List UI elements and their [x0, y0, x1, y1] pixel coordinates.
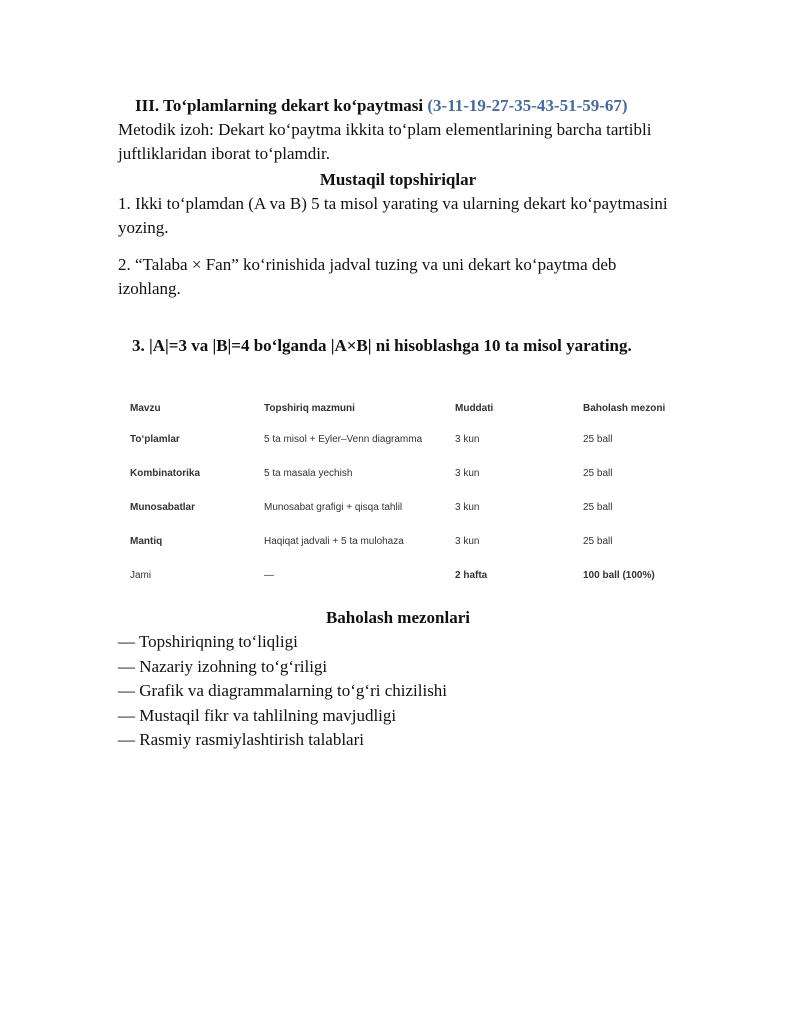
table-cell: 3 kun: [455, 433, 480, 445]
table-row: [130, 524, 690, 558]
list-item: — Topshiriqning to‘liqligi: [118, 632, 298, 651]
table-cell: 25 ball: [583, 433, 613, 445]
table-cell: —: [264, 569, 274, 581]
table-cell: Munosabat grafigi + qisqa tahlil: [264, 501, 403, 513]
table-cell: 2 hafta: [455, 569, 488, 581]
table-header-cell: Mavzu: [130, 402, 161, 414]
section-heading: [135, 94, 678, 118]
table-row: [130, 422, 690, 456]
table-cell: Mantiq: [130, 535, 163, 547]
table-cell: 5 ta masala yechish: [264, 467, 353, 479]
list-item: — Nazariy izohning to‘g‘riligi: [118, 656, 328, 676]
tasks-heading: Mustaqil topshiriqlar: [319, 170, 477, 189]
table-cell: 3 kun: [455, 467, 480, 479]
table-row: [130, 490, 690, 524]
table-cell: 25 ball: [583, 501, 613, 513]
task-item-2: 2. “Talaba × Fan” ko‘rinishida jadval tuzing va uni dekart ko‘paytma deb izohlang.: [118, 255, 617, 298]
list-item: — Mustaqil fikr va tahlilning mavjudligi: [118, 705, 397, 725]
table-cell: To‘plamlar: [130, 433, 180, 445]
task-item-1: 1. Ikki to‘plamdan (A va B) 5 ta misol yarating va ularning dekart ko‘paytmasini yozing.: [118, 194, 668, 237]
criteria-heading: Baholash mezonlari: [325, 608, 471, 627]
table-cell: 25 ball: [583, 467, 613, 479]
criteria-list: [118, 630, 678, 753]
task-item-3: 3. |A|=3 va |B|=4 bo‘lganda |A×B| ni hisoblashga 10 ta misol yarating.: [132, 336, 632, 355]
table-header-row: [130, 394, 690, 422]
table-cell: 5 ta misol + Eyler–Venn diagramma: [264, 433, 423, 445]
list-item: — Rasmiy rasmiylashtirish talablari: [118, 730, 364, 749]
table-cell: 25 ball: [583, 535, 613, 547]
table-cell: Kombinatorika: [130, 467, 201, 479]
criteria-section: [118, 606, 678, 753]
table-cell: 3 kun: [455, 535, 480, 547]
table-cell: Munosabatlar: [130, 501, 196, 513]
document-page: [118, 94, 678, 749]
list-item: — Grafik va diagrammalarning to‘g‘ri chizilishi: [118, 681, 448, 700]
table-cell: 3 kun: [455, 501, 480, 513]
table-total-row: [130, 558, 690, 592]
section-reference: (3-11-19-27-35-43-51-59-67): [427, 96, 628, 115]
table-cell: Jami: [130, 569, 152, 581]
assignment-table: [130, 394, 690, 592]
table-cell: Haqiqat jadvali + 5 ta mulohaza: [264, 535, 404, 547]
table-header-cell: Topshiriq mazmuni: [264, 402, 355, 414]
table-header-cell: Muddati: [455, 402, 494, 414]
table-row: [130, 456, 690, 490]
methodical-note: Metodik izoh: Dekart ko‘paytma ikkita to‘plam elementlarining barcha tartibli juftliklaridan iborat to‘plamdir.: [118, 120, 652, 163]
table-header-cell: Baholash mezoni: [583, 402, 666, 414]
table-cell: 100 ball (100%): [583, 569, 655, 581]
section-title: III. To‘plamlarning dekart ko‘paytmasi: [135, 96, 424, 115]
